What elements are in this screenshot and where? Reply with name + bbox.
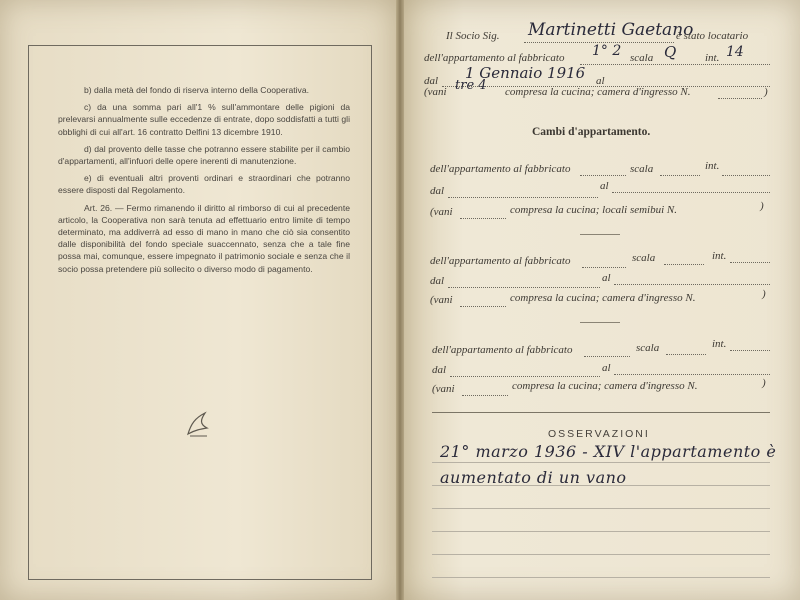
paragraph-b: b) dalla metà del fondo di riserva interno della Cooperativa. <box>84 85 309 95</box>
socio-label: Il Socio Sig. <box>446 30 500 42</box>
change-3-int-line <box>730 350 770 351</box>
change-1-vani-desc: compresa la cucina; locali semibui N. <box>510 204 678 216</box>
book-gutter <box>396 0 404 600</box>
change-2-int-label: int. <box>712 250 727 262</box>
change-1-al-line <box>612 192 770 193</box>
change-3-dal-line <box>450 376 600 377</box>
change-3-scala-line <box>666 354 706 355</box>
change-1-separator <box>580 234 620 235</box>
change-2-al-line <box>614 284 770 285</box>
observations-top-rule <box>432 412 770 413</box>
change-3-vani-label: (vani <box>432 383 455 395</box>
observation-line-1 <box>432 462 770 463</box>
change-3-scala-label: scala <box>636 342 660 354</box>
change-2-separator <box>580 322 620 323</box>
change-1-dal-line <box>448 197 598 198</box>
change-3-vani-close: ) <box>762 377 766 389</box>
change-3-building-label: dell'appartamento al fabbricato <box>432 344 573 356</box>
section-title: Cambi d'appartamento. <box>532 126 651 138</box>
change-2-dal-line <box>448 287 600 288</box>
change-1-int-line <box>722 175 770 176</box>
change-2-vani-desc: compresa la cucina; camera d'ingresso N. <box>510 292 696 304</box>
change-1-vani-label: (vani <box>430 206 453 218</box>
observation-handwriting-1: 21° marzo 1936 - XIV l'appartamento è <box>440 442 777 461</box>
vani-close: ) <box>764 86 768 98</box>
change-1-scala-line <box>660 175 700 176</box>
building-line <box>580 64 770 65</box>
observation-line-5 <box>432 554 770 555</box>
change-2-dal-label: dal <box>430 275 445 287</box>
observation-line-4 <box>432 531 770 532</box>
change-3-vani-desc: compresa la cucina; camera d'ingresso N. <box>512 380 698 392</box>
observation-line-6 <box>432 577 770 578</box>
left-page <box>0 0 396 600</box>
change-1-dal-label: dal <box>430 185 445 197</box>
building-value: 1° 2 <box>592 43 622 59</box>
change-2-vani-close: ) <box>762 288 766 300</box>
change-2-vani-label: (vani <box>430 294 453 306</box>
locatario-label: è stato locatario <box>676 30 749 42</box>
change-1-scala-label: scala <box>630 163 654 175</box>
observations-title: OSSERVAZIONI <box>548 428 650 440</box>
observation-line-3 <box>432 508 770 509</box>
vani-label: (vani <box>424 86 447 98</box>
al-label: al <box>596 75 605 87</box>
paragraph-d: d) dal provento delle tasse che potranno essere stabilite per il cambio d'appartamenti, all'infuori delle opere inerenti di manutenzione. <box>58 143 350 167</box>
int-value: 14 <box>726 44 744 60</box>
change-1-vani-close: ) <box>760 200 764 212</box>
observation-handwriting-2: aumentato di un vano <box>440 468 627 487</box>
printer-ornament-icon <box>185 410 211 438</box>
start-date: 1 Gennaio 1916 <box>465 64 586 82</box>
change-3-dal-label: dal <box>432 364 447 376</box>
change-1-building-line <box>580 175 626 176</box>
change-2-scala-label: scala <box>632 252 656 264</box>
change-3-al-label: al <box>602 362 611 374</box>
change-2-building-line <box>582 267 626 268</box>
scala-label: scala <box>630 52 654 64</box>
change-2-int-line <box>730 262 770 263</box>
paragraph-e: e) di eventuali altri proventi ordinari e straordinari che potranno essere disposti dal Regolamento. <box>58 173 350 196</box>
change-1-vani-line <box>460 218 506 219</box>
dal-label: dal <box>424 75 439 87</box>
change-2-al-label: al <box>602 272 611 284</box>
change-2-vani-line <box>460 306 506 307</box>
change-2-building-label: dell'appartamento al fabbricato <box>430 255 571 267</box>
vani-desc: compresa la cucina; camera d'ingresso N. <box>505 86 691 98</box>
change-3-int-label: int. <box>712 338 727 350</box>
vani-line <box>718 98 762 99</box>
change-1-int-label: int. <box>705 160 720 172</box>
change-3-building-line <box>584 356 630 357</box>
tenant-name: Martinetti Gaetano <box>528 20 694 40</box>
change-1-al-label: al <box>600 180 609 192</box>
vani-value: tre 4 <box>455 78 487 93</box>
paragraph-art-26: Art. 26. — Fermo rimanendo il diritto al rimborso di cui al precedente articolo, la Cooperativa non sarà tenuta ad effettuario entro limite di tempo determinato, ma addiverrà ad esso di mano in mano che ciò sia consentito dalle disponibilità del fondo speciale suaccennato, senza che a tale fine possa mai, comunque, essere impegnato il patrimonio sociale e senza che il socio possa pretendere più sollecito o diverso modo di pagamento. <box>58 202 350 274</box>
paragraph-c: c) da una somma pari all'1 % sull'ammontare delle pigioni da prelevarsi annualmente sulle eccedenze di entrate, dopo soddisfatti a tutti gli obblighi di cui all'art. 16 contratto Delfini 13 dicembre 1910. <box>58 102 350 137</box>
change-2-scala-line <box>664 264 704 265</box>
change-3-al-line <box>614 374 770 375</box>
change-3-vani-line <box>462 395 508 396</box>
int-label: int. <box>705 52 720 64</box>
building-label: dell'appartamento al fabbricato <box>424 52 565 64</box>
change-1-building-label: dell'appartamento al fabbricato <box>430 163 571 175</box>
scala-value: Q <box>664 43 677 61</box>
statute-text <box>58 84 350 280</box>
